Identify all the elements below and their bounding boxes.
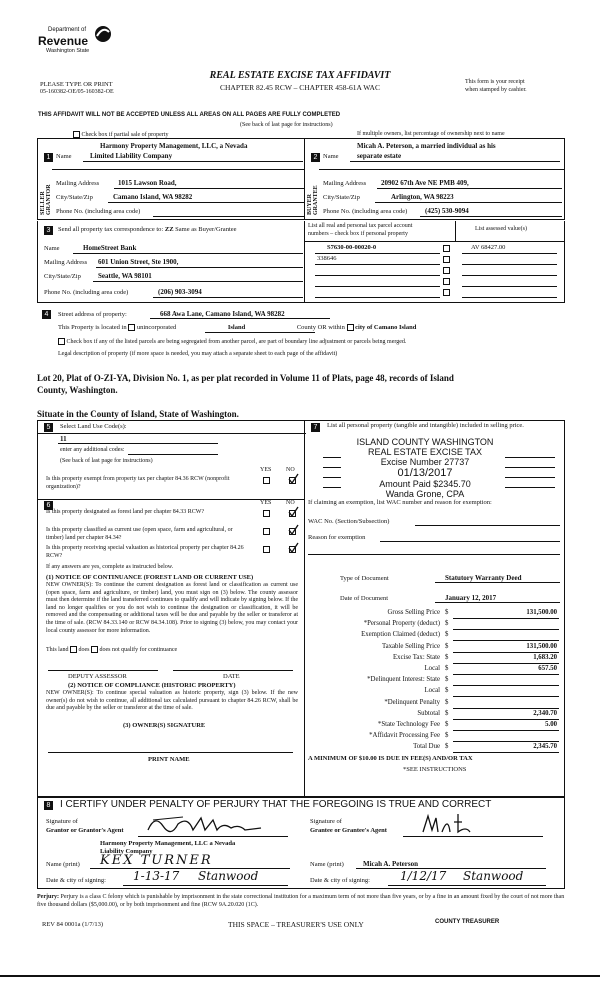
- amount-row: [305, 699, 565, 710]
- located-row: [58, 324, 558, 331]
- land-does-checkbox[interactable]: [70, 646, 77, 653]
- amount-row: [305, 609, 565, 620]
- parcel-personal-checkbox[interactable]: [443, 278, 450, 285]
- grantee-sig-label-2: Grantee or Grantee's Agent: [310, 827, 387, 834]
- forest-q3-yes-checkbox[interactable]: [263, 546, 270, 553]
- buyer-section: [305, 138, 565, 220]
- buyer-section-number: 2: [311, 153, 320, 162]
- amount-row: [305, 676, 565, 687]
- deputy-date-label: DATE: [223, 673, 240, 680]
- grantee-signature-icon: [418, 812, 488, 838]
- stamp-amount: Amount Paid $2345.70: [379, 479, 471, 489]
- dollar-sign: $: [445, 665, 449, 672]
- stamp-excise-number: Excise Number 27737: [380, 457, 470, 467]
- form-codes: 05-160382-OE/05-160382-OE: [40, 89, 114, 95]
- unincorporated-checkbox[interactable]: [128, 324, 135, 331]
- corr-phone[interactable]: (206) 903-3094: [158, 288, 202, 296]
- seller-address[interactable]: 1015 Lawson Road,: [118, 179, 177, 187]
- exemption-label: If claiming an exemption, list WAC number and reason for exemption:: [308, 499, 492, 506]
- treasurer-use: THIS SPACE – TREASURER'S USE ONLY: [228, 920, 364, 929]
- amount-underline: [453, 696, 559, 697]
- buyer-name-line-2[interactable]: separate estate: [357, 152, 402, 160]
- corr-city[interactable]: Seattle, WA 98101: [98, 272, 152, 280]
- county-name[interactable]: Island: [227, 324, 246, 331]
- amount-underline: [453, 752, 559, 753]
- rev-number: REV 84 0001a (1/7/13): [42, 921, 104, 928]
- amount-value[interactable]: 1,683.20: [533, 653, 557, 661]
- correspondence-section: [37, 221, 305, 303]
- amount-value[interactable]: 2,345.70: [533, 743, 557, 751]
- land-does-not-checkbox[interactable]: [91, 646, 98, 653]
- amount-underline: [453, 685, 559, 686]
- dollar-sign: $: [445, 721, 449, 728]
- certify-section: [37, 797, 565, 889]
- forest-if-yes: If any answers are yes, complete as instructed below.: [46, 564, 174, 570]
- buyer-phone[interactable]: (425) 530-9094: [425, 207, 469, 215]
- owner-signature-label: (3) OWNER(S) SIGNATURE: [123, 722, 206, 729]
- segregated-checkbox[interactable]: [58, 338, 65, 345]
- correspondence-section-number: 3: [44, 226, 53, 235]
- amount-label: Gross Selling Price: [387, 609, 440, 616]
- dollar-sign: $: [445, 687, 449, 695]
- forest-q3-checkmark-icon: [287, 542, 299, 554]
- grantor-signature-icon: [143, 812, 273, 838]
- dollar-sign: $: [445, 609, 449, 616]
- grantee-name-print[interactable]: Micah A. Peterson: [363, 860, 419, 868]
- county-label: County OR within: [296, 324, 345, 331]
- doc-type[interactable]: Statutory Warranty Deed: [445, 574, 522, 582]
- parcel-personal-checkbox[interactable]: [443, 289, 450, 296]
- dollar-sign: $: [445, 642, 449, 650]
- print-name-label: PRINT NAME: [148, 756, 190, 763]
- parcel-row: [305, 244, 565, 255]
- doc-date[interactable]: January 12, 2017: [445, 594, 497, 602]
- amount-label: *State Technology Fee: [377, 721, 440, 728]
- forest-section: [37, 500, 305, 797]
- amount-underline: [453, 741, 559, 742]
- buyer-name-line-1[interactable]: Micah A. Peterson, a married individual as his: [357, 142, 496, 150]
- notice-compliance-title: (2) NOTICE OF COMPLIANCE (HISTORIC PROPERTY): [68, 682, 236, 689]
- grantee-date-city-label: Date & city of signing:: [310, 877, 370, 884]
- revenue-logo: [38, 24, 118, 58]
- amount-row: [305, 620, 565, 631]
- dollar-sign: $: [445, 620, 449, 628]
- parcel-personal-checkbox[interactable]: [443, 267, 450, 274]
- stamp-date: 01/13/2017: [397, 467, 453, 479]
- logo-top-text: Department of: [48, 27, 87, 33]
- parcel-number[interactable]: S7630-00-00020-0: [327, 244, 377, 251]
- amount-label: Local: [424, 665, 440, 672]
- city-of-label: city of Camano Island: [355, 324, 417, 331]
- logo-sub-text: Washington State: [46, 48, 90, 54]
- forest-no-header: NO: [286, 500, 295, 506]
- forest-q1: Is this property designated as forest land per chapter 84.33 RCW?: [46, 509, 205, 515]
- corr-address[interactable]: 601 Union Street, Ste 1900,: [98, 258, 179, 266]
- exempt-yes-checkbox[interactable]: [263, 477, 270, 484]
- minimum-due-note: A MINIMUM OF $10.00 IS DUE IN FEE(S) AND/OR TAX: [308, 755, 473, 762]
- amount-underline: [453, 708, 559, 709]
- seller-city[interactable]: Camano Island, WA 98282: [113, 193, 193, 201]
- grantor-sig-label-1: Signature of: [46, 818, 78, 825]
- buyer-address-label: Mailing Address: [323, 180, 367, 187]
- seller-name-label: Name: [56, 153, 72, 160]
- street-label: Street address of property:: [58, 311, 127, 318]
- partial-sale-row: [73, 131, 168, 138]
- page-bottom-rule: [0, 975, 600, 977]
- partial-sale-label: Check box if partial sale of property: [81, 131, 169, 138]
- land-use-section-number: 5: [44, 423, 53, 432]
- street-address[interactable]: 668 Awa Lane, Camano Island, WA 98282: [160, 310, 285, 318]
- amount-label: Excise Tax: State: [393, 653, 440, 661]
- grantor-entity-1: Harmony Property Management, LLC a Nevada: [100, 840, 236, 847]
- perjury-note: Perjury: Perjury is a class C felony which is punishable by imprisonment in the state correctional institution for a maximum term of not more than five years, or by a fine in an amount fixed by the court of not more than five thousand dollars ($5,000.00), or by both imprisonment and fine (RCW 9A.20.020 (1C).: [37, 894, 565, 908]
- segregated-row: [58, 338, 406, 345]
- parcel-row: [305, 288, 565, 299]
- amount-underline: [453, 618, 559, 619]
- parcel-personal-checkbox[interactable]: [443, 256, 450, 263]
- buyer-name-label: Name: [323, 153, 339, 160]
- corr-name-label: Name: [44, 245, 60, 252]
- legal-description-2[interactable]: County, Washington.: [37, 385, 118, 395]
- exempt-no-checkmark-icon: [287, 473, 299, 485]
- county-treasurer: COUNTY TREASURER: [435, 919, 500, 925]
- dollar-sign: $: [445, 653, 449, 661]
- amount-row: [305, 743, 565, 754]
- forest-q2: Is this property classified as current use (open space, farm and agricultural, or timber) land per chapter 84.34?: [46, 527, 233, 541]
- grantee-sig-label-1: Signature of: [310, 818, 342, 825]
- amount-row: [305, 665, 565, 676]
- amount-underline: [453, 719, 559, 720]
- seller-city-label: City/State/Zip: [56, 194, 93, 201]
- wac-label: WAC No. (Section/Subsection): [308, 518, 390, 525]
- deputy-assessor-label: DEPUTY ASSESSOR: [68, 673, 127, 680]
- amount-underline: [453, 730, 559, 731]
- amount-label: Total Due: [413, 743, 440, 751]
- seller-phone-label: Phone No. (including area code): [56, 208, 141, 215]
- dollar-sign: $: [445, 631, 449, 639]
- amount-row: [305, 687, 565, 698]
- seller-side-label: SELLER GRANTOR: [40, 184, 52, 215]
- amount-row: [305, 654, 565, 665]
- amount-label: *Personal Property (deduct): [363, 620, 440, 628]
- legal-label: Legal description of property (if more space is needed, you may attach a separate sheet to each page of the affidavit): [58, 351, 338, 357]
- logo-swoosh-icon: [93, 24, 113, 44]
- grantor-name-print[interactable]: KEX TURNER: [100, 853, 213, 868]
- buyer-phone-label: Phone No. (including area code): [323, 208, 408, 215]
- notice-continuance-title: (1) NOTICE OF CONTINUANCE (FOREST LAND OR CURRENT USE): [46, 574, 254, 581]
- correspondence-label: Send all property tax correspondence to: ZZ Same as Buyer/Grantee: [58, 226, 237, 233]
- amounts-table: [305, 609, 565, 759]
- parcel-row: [305, 266, 565, 277]
- form-chapter: CHAPTER 82.45 RCW – CHAPTER 458-61A WAC: [220, 83, 380, 92]
- grantor-entity-2: Liability Company: [100, 848, 153, 855]
- land-use-see-back: (See back of last page for instructions): [60, 458, 153, 464]
- amount-row: [305, 721, 565, 732]
- additional-codes-label: enter any additional codes:: [60, 447, 125, 453]
- see-back-text: (See back of last page for instructions): [240, 122, 333, 128]
- doc-type-label: Type of Document: [340, 575, 389, 582]
- dollar-sign: $: [445, 732, 449, 740]
- dollar-sign: $: [445, 676, 449, 684]
- amount-label: Exemption Claimed (deduct): [361, 631, 440, 639]
- seller-address-label: Mailing Address: [56, 180, 100, 187]
- amount-value[interactable]: 657.50: [538, 665, 557, 672]
- parcels-section: [305, 221, 565, 303]
- receipt-note-2: when stamped by cashier.: [465, 87, 527, 93]
- stamp-county: ISLAND COUNTY WASHINGTON: [356, 437, 494, 447]
- buyer-side-label: BUYER GRANTEE: [307, 185, 319, 215]
- amount-underline: [453, 640, 559, 641]
- legal-description-1[interactable]: Lot 20, Plat of O-ZI-YA, Division No. 1, as per plat recorded in Volume 11 of Plats, page 48, records of Island: [37, 373, 454, 383]
- location-section-number: 4: [42, 310, 51, 319]
- grantee-sign-city[interactable]: Stanwood: [463, 869, 524, 883]
- seller-name-line-2[interactable]: Limited Liability Company: [90, 152, 173, 160]
- amount-underline: [453, 629, 559, 630]
- forest-q2-yes-checkbox[interactable]: [263, 528, 270, 535]
- dollar-sign: $: [445, 709, 449, 717]
- amount-underline: [453, 674, 559, 675]
- seller-section: [37, 138, 305, 220]
- personal-property-label: List all personal property (tangible and intangible) included in selling price.: [327, 422, 524, 429]
- certify-section-number: 8: [44, 801, 53, 810]
- seller-name-line-1: Harmony Property Management, LLC, a Nevada: [100, 142, 248, 150]
- partial-sale-checkbox[interactable]: [73, 131, 80, 138]
- dollar-sign: $: [445, 743, 449, 751]
- parcel-row: [305, 255, 565, 266]
- amount-value[interactable]: 2,340.70: [533, 709, 557, 717]
- personal-property-section: [305, 420, 565, 797]
- same-as-mark[interactable]: ZZ: [164, 226, 174, 233]
- amount-value[interactable]: 131,500.00: [526, 609, 557, 616]
- forest-yes-header: YES: [260, 500, 272, 506]
- parcels-header-2: numbers – check box if personal property: [308, 231, 408, 237]
- stamp-tax: REAL ESTATE EXCISE TAX: [367, 447, 483, 457]
- grantor-date-city-label: Date & city of signing:: [46, 877, 106, 884]
- amount-value[interactable]: 131,500.00: [526, 642, 557, 650]
- amount-row: [305, 732, 565, 743]
- legal-description-3[interactable]: Situate in the County of Island, State of Washington.: [37, 409, 239, 419]
- amount-underline: [453, 652, 559, 653]
- parcel-assessed-value[interactable]: AV 68427.00: [471, 244, 506, 251]
- logo-main-text: Revenue: [38, 34, 89, 48]
- land-use-no-header: NO: [286, 467, 295, 473]
- corr-phone-label: Phone No. (including area code): [44, 289, 129, 296]
- buyer-address[interactable]: 20902 67th Ave NE PMB 409,: [381, 179, 469, 187]
- parcel-row: [305, 277, 565, 288]
- receipt-note-1: This form is your receipt: [465, 79, 525, 85]
- land-use-section: [37, 420, 305, 500]
- land-qualify-row: This land does does not qualify for continuance: [46, 646, 178, 653]
- forest-section-number: 6: [44, 501, 53, 510]
- forest-q1-yes-checkbox[interactable]: [263, 510, 270, 517]
- parcels-header-1: List all real and personal tax parcel account: [308, 223, 413, 229]
- stamp-signer: Wanda Grone, CPA: [385, 489, 465, 499]
- forest-q3: Is this property receiving special valuation as historical property per chapter 84.26 RCW?: [46, 545, 244, 559]
- warning-text: THIS AFFIDAVIT WILL NOT BE ACCEPTED UNLESS ALL AREAS ON ALL PAGES ARE FULLY COMPLETED: [38, 112, 341, 118]
- amount-label: Taxable Selling Price: [381, 642, 440, 650]
- amount-row: [305, 631, 565, 642]
- forest-q1-checkmark-icon: [287, 506, 299, 518]
- dollar-sign: $: [445, 698, 449, 706]
- personal-property-section-number: 7: [311, 423, 320, 432]
- parcel-number[interactable]: 338646: [317, 255, 337, 262]
- land-use-label: Select Land Use Code(s):: [60, 423, 127, 430]
- multiple-owners-note: If multiple owners, list percentage of ownership next to name: [357, 131, 505, 137]
- seller-section-number: 1: [44, 153, 53, 162]
- notice-continuance-body: NEW OWNER(S): To continue the current designation as forest land or classification as current use (open space, farm and agriculture, or timber) land, you must sign on (3) below. The county assessor must then determine if the land transferred continues to qualify and will indicate by signing below. If the land no longer qualifies or you do not wish to continue the designation or classification, it will be removed and the compensating or additional taxes will be due and payable by the seller or transferor at the time of sale. (RCW 84.33.140 or RCW 84.34.108). Prior to signing (3) below, you may contact your local county assessor for more information.: [46, 582, 298, 634]
- assessed-header: List assessed value(s): [475, 226, 527, 232]
- unincorporated-label: unincorporated: [136, 324, 177, 331]
- amount-label: *Affidavit Processing Fee: [369, 732, 440, 740]
- buyer-city-label: City/State/Zip: [323, 194, 360, 201]
- grantee-sign-date[interactable]: 1/12/17: [400, 869, 447, 883]
- amount-label: *Delinquent Penalty: [384, 698, 440, 706]
- excise-stamp: [335, 437, 515, 499]
- amount-label: *Delinquent Interest: State: [367, 676, 440, 684]
- grantee-name-print-label: Name (print): [310, 861, 344, 868]
- amount-row: [305, 643, 565, 654]
- forest-q2-checkmark-icon: [287, 524, 299, 536]
- land-use-yes-header: YES: [260, 467, 272, 473]
- parcel-personal-checkbox[interactable]: [443, 245, 450, 252]
- segregated-label: Check box if any of the listed parcels are being segregated from another parcel, are part of boundary line adjustment or parcels being merged.: [66, 338, 407, 345]
- grantor-name-print-label: Name (print): [46, 861, 80, 868]
- form-title: REAL ESTATE EXCISE TAX AFFIDAVIT: [209, 70, 391, 81]
- grantor-sig-label-2: Grantor or Grantor's Agent: [46, 827, 124, 834]
- grantor-sign-city[interactable]: Stanwood: [198, 869, 259, 883]
- type-or-print: PLEASE TYPE OR PRINT: [40, 81, 113, 88]
- amount-label: Local: [424, 687, 440, 695]
- reason-label: Reason for exemption: [308, 534, 366, 541]
- amount-value[interactable]: 5.00: [545, 721, 557, 728]
- city-checkbox[interactable]: [347, 324, 354, 331]
- amount-underline: [453, 663, 559, 664]
- corr-city-label: City/State/Zip: [44, 273, 81, 280]
- located-label: This Property is located in: [58, 324, 127, 331]
- land-use-code[interactable]: 11: [60, 435, 67, 443]
- corr-name[interactable]: HomeStreet Bank: [83, 244, 137, 252]
- buyer-city[interactable]: Arlington, WA 98223: [391, 193, 454, 201]
- doc-date-label: Date of Document: [340, 595, 389, 602]
- grantor-sign-date[interactable]: 1-13-17: [133, 869, 180, 883]
- see-instructions-note: *SEE INSTRUCTIONS: [403, 766, 467, 773]
- amount-row: [305, 710, 565, 721]
- exempt-question: Is this property exempt from property tax per chapter 84.36 RCW (nonprofit organization)?: [46, 476, 230, 490]
- certify-statement: I CERTIFY UNDER PENALTY OF PERJURY THAT THE FOREGOING IS TRUE AND CORRECT: [60, 799, 492, 810]
- amount-label: Subtotal: [417, 709, 440, 717]
- corr-address-label: Mailing Address: [44, 259, 88, 266]
- notice-compliance-body: NEW OWNER(S): To continue special valuation as historic property, sign (3) below. If the new owner(s) do not wish to continue, all additional tax calculated pursuant to chapter 84.26 RCW, shall be due and payable by the seller or transferor at the time of sale.: [46, 690, 298, 712]
